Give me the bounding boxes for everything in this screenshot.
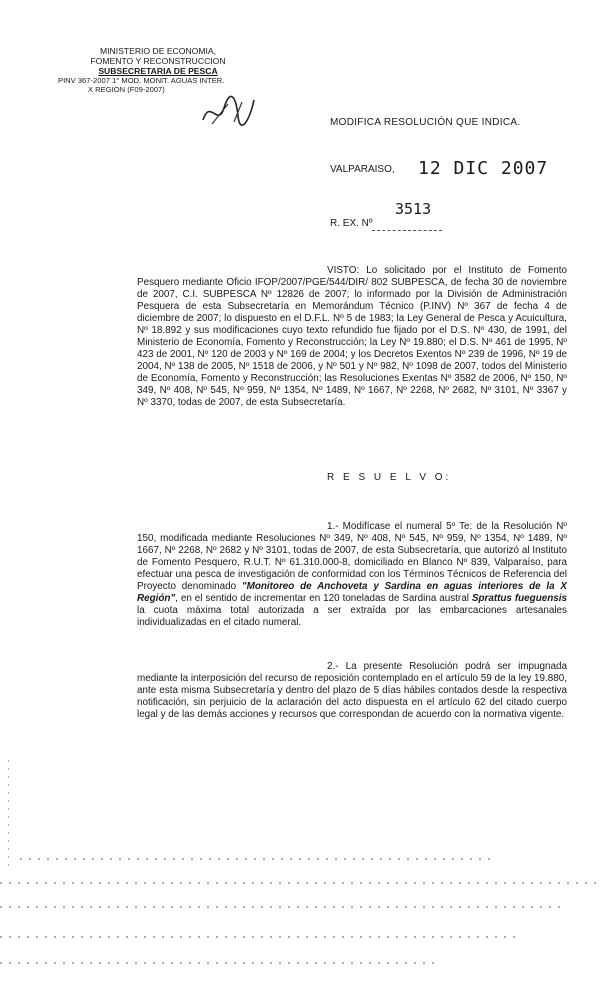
letterhead	[58, 46, 258, 94]
scan-noise-line	[0, 936, 520, 938]
scan-noise-line	[0, 882, 600, 884]
scan-noise-line	[0, 906, 560, 908]
ministry-line-2: FOMENTO Y RECONSTRUCCION	[90, 56, 226, 66]
reference-line-2: X REGION (F09-2007)	[88, 85, 165, 94]
resuelvo-heading: R E S U E L V O:	[327, 472, 452, 483]
scan-noise-line	[20, 858, 490, 860]
ministry-line-1: MINISTERIO DE ECONOMIA,	[99, 46, 217, 56]
article-1-paragraph	[137, 521, 567, 629]
visto-lead: VISTO:	[327, 265, 360, 276]
article-1-text: 1.- Modifícase el numeral 5º Te: de la Resolución Nº 150, modificada mediante Resoluciones Nº 349, Nº 408, Nº 545, Nº 959, Nº 1354, Nº 1489, Nº 1667, Nº 2268, Nº 2682 y Nº 3101, todas de 2007, de esta Subsecretaría, que autorizó al Instituto de Fomento Pesquero, R.U.T. Nº 61.310.000-8, domiciliado en Blanco Nº 839, Valparaíso, para efectuar una pesca de investigación de conformidad con los Términos Técnicos de Referencia del Proyecto denominado	[137, 521, 567, 592]
stamped-date: 12 DIC 2007	[418, 158, 549, 179]
visto-paragraph	[137, 265, 567, 409]
resolution-number: 3513	[395, 200, 432, 218]
article-2-text: 2.- La presente Resolución podrá ser impugnada mediante la interposición del recurso de reposición contemplado en el artículo 59 de la ley 19.880, ante esta misma Subsecretaría y dentro del plazo de 5 días hábiles contados desde la respectiva notificación, sin perjuicio de la aclaración del acto dispuesta en el artículo 62 del citado cuerpo legal y de las demás acciones y recursos que correspondan de acuerdo con la normativa vigente.	[137, 661, 567, 720]
handwritten-initials-icon	[198, 90, 258, 132]
subsecretaria-line: SUBSECRETARIA DE PESCA	[98, 66, 218, 76]
document-title: MODIFICA RESOLUCIÓN QUE INDICA.	[330, 117, 521, 128]
reference-line-1: PINV 367-2007 1° MOD. MONIT. AGUAS INTER.	[58, 76, 225, 85]
article-1-mid: , en el sentido de incrementar en 120 toneladas de Sardina austral	[175, 593, 469, 604]
article-2-paragraph	[137, 661, 567, 721]
place-label: VALPARAISO,	[330, 164, 395, 175]
resolution-label: R. EX. Nº	[330, 218, 373, 229]
visto-text: Lo solicitado por el Instituto de Fomento Pesquero mediante Oficio IFOP/2007/PGE/544/DIR/ 802 SUBPESCA, de fecha 30 de noviembre de 2007, C.I. SUBPESCA Nº 12826 de 2007; lo informado por la División de Administración Pesquera de esta Subsecretaría en Memorándum Técnico (P.INV) Nº 367 de fecha 4 de diciembre de 2007; lo dispuesto en el D.F.L. Nº 5 de 1983; la Ley General de Pesca y Acuicultura, Nº 18.892 y sus modificaciones cuyo texto refundido fue fijado por el D.S. Nº 430, de 1991, del Ministerio de Economía, Fomento y Reconstrucción; la Ley Nº 19.880; el D.S. Nº 461 de 1995, Nº 423 de 2001, Nº 120 de 2003 y Nº 169 de 2004; y los Decretos Exentos Nº 239 de 1996, Nº 19 de 2004, Nº 138 de 2005, Nº 1518 de 2006, y Nº 501 y Nº 982, Nº 1098 de 2007, todos del Ministerio de Economía, Fomento y Reconstrucción; las Resoluciones Exentas Nº 3582 de 2006, Nº 150, Nº 349, Nº 408, Nº 545, Nº 959, Nº 1354, Nº 1489, Nº 1667, Nº 2268, Nº 2682, Nº 3101, Nº 3367 y Nº 3370, todas de 2007, de esta Subsecretaría.	[137, 265, 568, 408]
scan-margin-mark	[8, 760, 9, 870]
scan-noise-line	[0, 962, 440, 964]
project-name: "Monitoreo de Anchoveta y Sardina en aguas interiores de la X Región"	[137, 581, 567, 604]
resolution-underline	[372, 230, 442, 231]
species-name: Sprattus fueguensis	[471, 593, 567, 604]
article-1-tail: la cuota máxima total autorizada a ser extraída por las embarcaciones artesanales individualizadas en el citado numeral.	[137, 605, 567, 628]
